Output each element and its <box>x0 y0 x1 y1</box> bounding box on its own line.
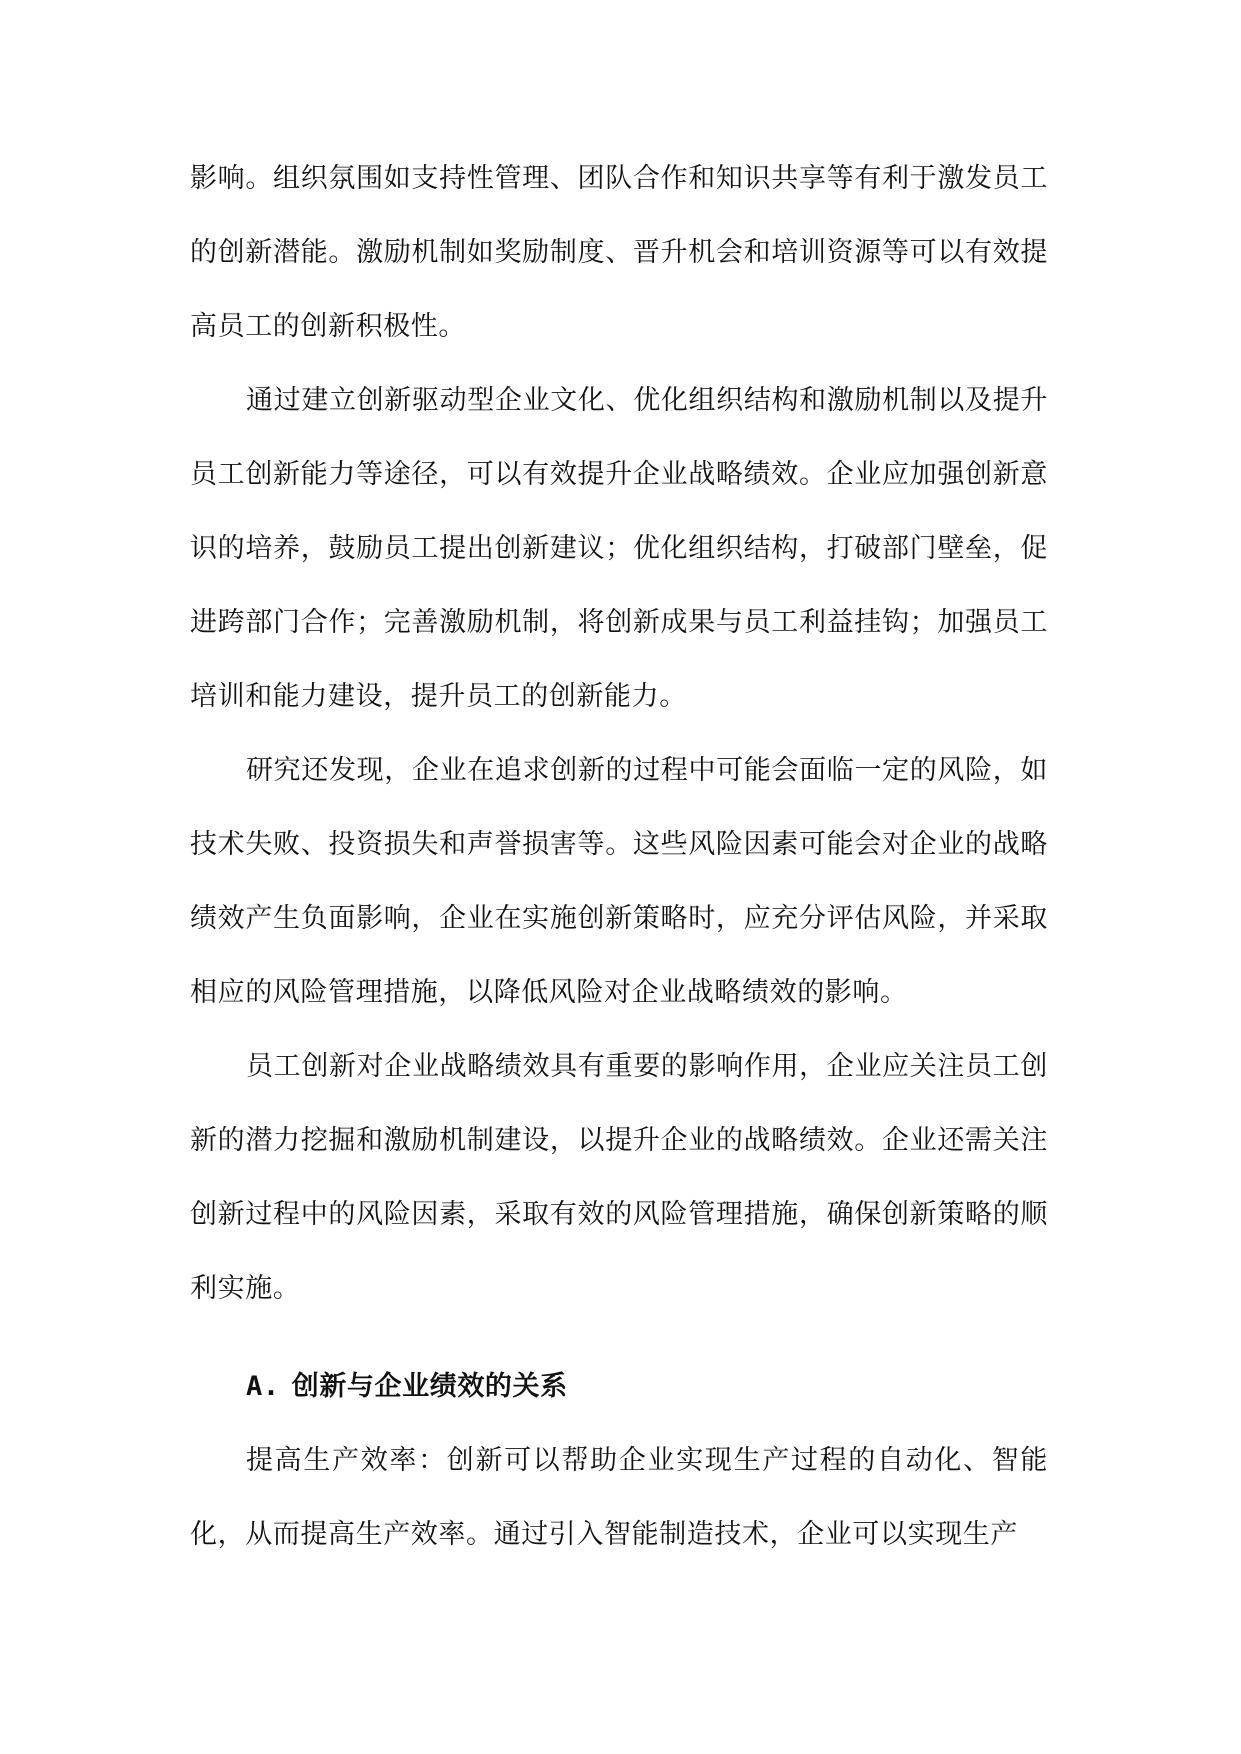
paragraph-innovation-risk: 研究还发现，企业在追求创新的过程中可能会面临一定的风险，如技术失败、投资损失和声誉损害等。这些风险因素可能会对企业的战略绩效产生负面影响，企业在实施创新策略时，应充分评估风险，并采取相应的风险管理措施，以降低风险对企业战略绩效的影响。 <box>190 755 1048 1008</box>
section-heading-title: 创新与企业绩效的关系 <box>291 1371 568 1402</box>
paragraph-continuation: 影响。组织氛围如支持性管理、团队合作和知识共享等有利于激发员工的创新潜能。激励机制如奖励制度、晋升机会和培训资源等可以有效提高员工的创新积极性。 <box>190 163 1048 342</box>
section-heading-label: A. <box>246 1371 280 1402</box>
paragraph-conclusion: 员工创新对企业战略绩效具有重要的影响作用，企业应关注员工创新的潜力挖掘和激励机制建设，以提升企业的战略绩效。企业还需关注创新过程中的风险因素，采取有效的风险管理措施，确保创新策略的顺利实施。 <box>190 1051 1048 1304</box>
document-body <box>190 142 1048 1572</box>
paragraph-production-efficiency: 提高生产效率：创新可以帮助企业实现生产过程的自动化、智能化，从而提高生产效率。通过引入智能制造技术，企业可以实现生产 <box>190 1445 1048 1550</box>
section-heading <box>190 1350 1048 1424</box>
paragraph-strategy-paths: 通过建立创新驱动型企业文化、优化组织结构和激励机制以及提升员工创新能力等途径，可以有效提升企业战略绩效。企业应加强创新意识的培养，鼓励员工提出创新建议；优化组织结构，打破部门壁垒，促进跨部门合作；完善激励机制，将创新成果与员工利益挂钩；加强员工培训和能力建设，提升员工的创新能力。 <box>190 385 1048 712</box>
section-spacer <box>190 1326 1048 1350</box>
